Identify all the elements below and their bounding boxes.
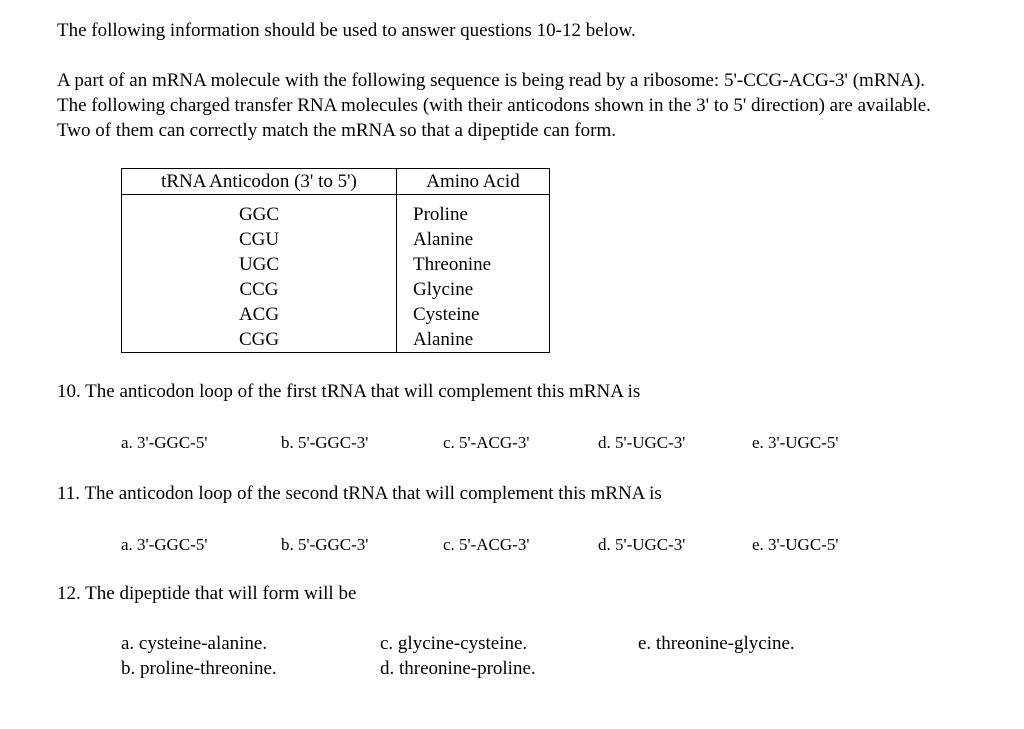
q12-option-a[interactable]: a. cysteine-alanine.	[121, 633, 268, 654]
amino-acid-cell: Alanine	[413, 329, 474, 350]
amino-acid-cell: Threonine	[413, 254, 492, 275]
q10-option-c[interactable]: c. 5'-ACG-3'	[443, 433, 530, 452]
q10-option-d[interactable]: d. 5'-UGC-3'	[598, 433, 686, 452]
q12-option-d[interactable]: d. threonine-proline.	[380, 658, 536, 679]
q11-option-a[interactable]: a. 3'-GGC-5'	[121, 535, 208, 554]
anticodon-cell: CGG	[238, 329, 280, 350]
q12-option-b[interactable]: b. proline-threonine.	[121, 658, 277, 679]
q11-option-e[interactable]: e. 3'-UGC-5'	[752, 535, 839, 554]
header-anticodon: tRNA Anticodon (3' to 5')	[122, 169, 397, 195]
anticodon-cell: ACG	[238, 304, 280, 325]
question-12: 12. The dipeptide that will form will be	[57, 583, 357, 604]
q10-option-b[interactable]: b. 5'-GGC-3'	[281, 433, 369, 452]
paragraph-line: Two of them can correctly match the mRNA so that a dipeptide can form.	[57, 120, 616, 141]
amino-acid-cell: Alanine	[413, 229, 474, 250]
q11-option-d[interactable]: d. 5'-UGC-3'	[598, 535, 686, 554]
context-paragraph	[57, 68, 931, 143]
q12-option-e[interactable]: e. threonine-glycine.	[638, 633, 795, 654]
anticodon-cell: GGC	[238, 204, 280, 225]
q11-option-c[interactable]: c. 5'-ACG-3'	[443, 535, 530, 554]
q12-option-c[interactable]: c. glycine-cysteine.	[380, 633, 528, 654]
paragraph-line: A part of an mRNA molecule with the following sequence is being read by a ribosome: 5'-CCG-ACG-3' (mRNA).	[57, 70, 926, 91]
header-amino-acid: Amino Acid	[397, 169, 550, 195]
anticodon-cell: UGC	[238, 254, 280, 275]
q11-option-b[interactable]: b. 5'-GGC-3'	[281, 535, 369, 554]
question-10: 10. The anticodon loop of the first tRNA that will complement this mRNA is	[57, 381, 641, 402]
question-11: 11. The anticodon loop of the second tRNA that will complement this mRNA is	[57, 483, 662, 504]
trna-table	[121, 168, 550, 353]
anticodon-cell: CGU	[238, 229, 280, 250]
paragraph-line: The following charged transfer RNA molecules (with their anticodons shown in the 3' to 5' direction) are available.	[57, 95, 931, 116]
q10-option-a[interactable]: a. 3'-GGC-5'	[121, 433, 208, 452]
amino-acid-cell: Cysteine	[413, 304, 480, 325]
amino-acid-column	[397, 195, 550, 353]
q10-option-e[interactable]: e. 3'-UGC-5'	[752, 433, 839, 452]
amino-acid-cell: Proline	[413, 204, 468, 225]
amino-acid-cell: Glycine	[413, 279, 474, 300]
anticodon-column	[122, 195, 397, 353]
intro-text: The following information should be used to answer questions 10-12 below.	[57, 20, 636, 41]
anticodon-cell: CCG	[239, 279, 279, 300]
